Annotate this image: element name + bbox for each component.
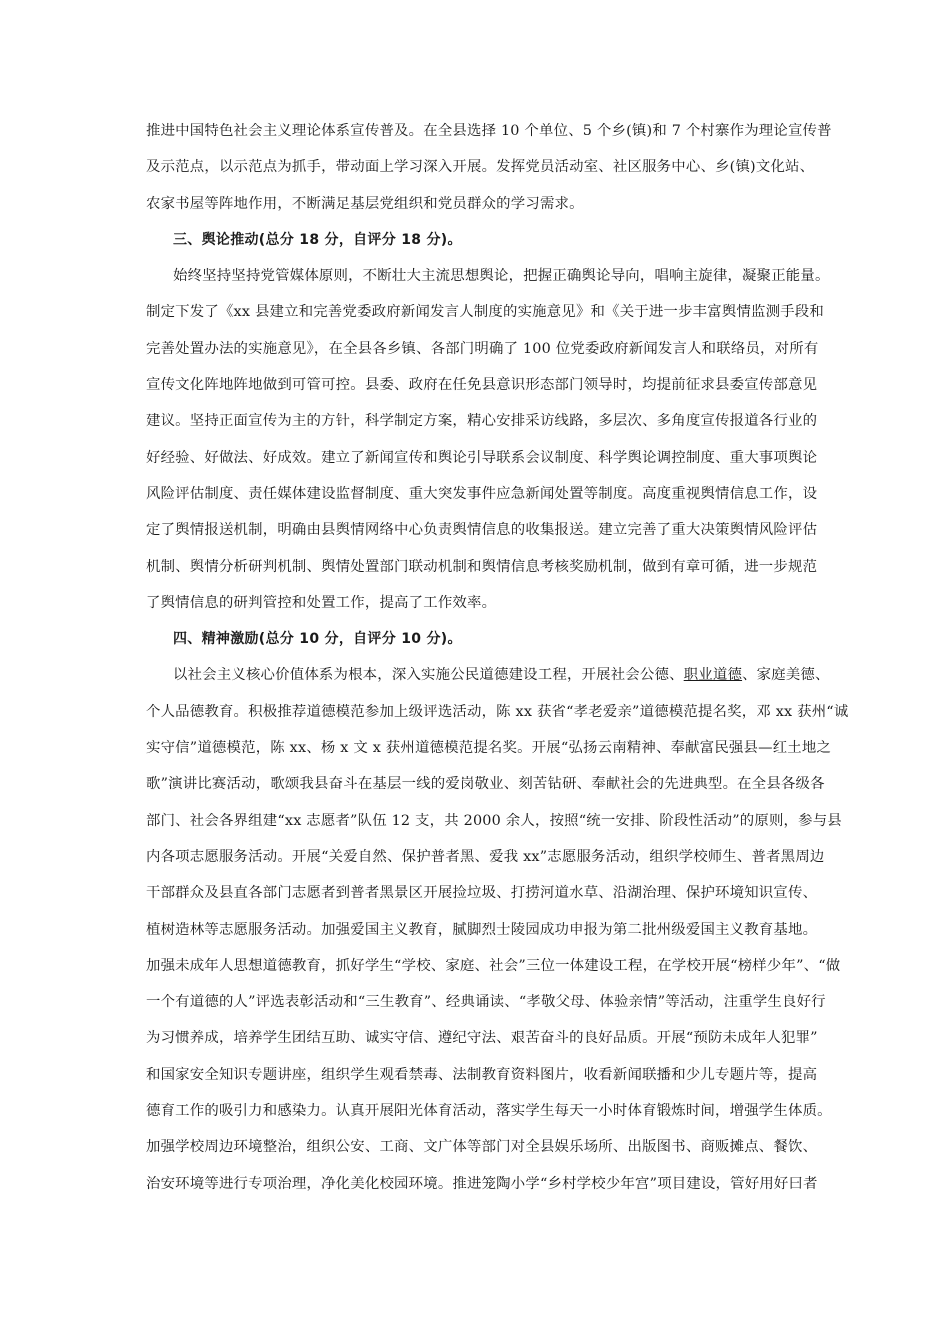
text-line: 实守信”道德模范，陈 xx、杨 x 文 x 获州道德模范提名奖。开展“弘扬云南精神、奉献富民强县—红土地之	[146, 740, 832, 757]
text-line: 加强学校周边环境整治，组织公安、工商、文广体等部门对全县娱乐场所、出版图书、商贩摊点、餐饮、	[146, 1139, 818, 1156]
text-line: 治安环境等进行专项治理，净化美化校园环境。推进笼陶小学“乡村学校少年宫”项目建设，管好用好曰者	[146, 1175, 818, 1192]
paragraph-spiritual-incentive	[146, 657, 849, 1201]
text-line: 机制、舆情分析研判机制、舆情处置部门联动机制和舆情信息考核奖励机制，做到有章可循，进一步规范	[146, 558, 818, 575]
text-line: 和国家安全知识专题讲座，组织学生观看禁毒、法制教育资料图片，收看新闻联播和少儿专题片等，提高	[146, 1066, 818, 1083]
paragraph-theory-promotion	[146, 113, 832, 222]
text-line: 定了舆情报送机制，明确由县舆情网络中心负责舆情信息的收集报送。建立完善了重大决策舆情风险评估	[146, 522, 818, 539]
text-segment: 以社会主义核心价值体系为根本，深入实施公民道德建设工程，开展社会公德、	[173, 667, 684, 684]
section-heading-spiritual-incentive: 四、精神激励(总分 10 分，自评分 10 分)。	[173, 631, 462, 648]
text-line	[146, 657, 830, 693]
text-line: 完善处置办法的实施意见》，在全县各乡镇、各部门明确了 100 位党委政府新闻发言人和联络员，对所有	[146, 340, 819, 357]
text-line: 为习惯养成，培养学生团结互助、诚实守信、遵纪守法、艰苦奋斗的良好品质。开展“预防未成年人犯罪”	[146, 1030, 818, 1047]
text-line: 宣传文化阵地阵地做到可管可控。县委、政府在任免县意识形态部门领导时，均提前征求县委宣传部意见	[146, 377, 818, 394]
text-line: 干部群众及县直各部门志愿者到普者黑景区开展捡垃圾、打捞河道水草、沿湖治理、保护环境知识宣传、	[146, 885, 818, 902]
text-line: 风险评估制度、责任媒体建设监督制度、重大突发事件应急新闻处置等制度。高度重视舆情信息工作，设	[146, 485, 818, 502]
text-line: 及示范点，以示范点为抓手，带动面上学习深入开展。发挥党员活动室、社区服务中心、乡(镇)文化站、	[146, 159, 815, 176]
text-line: 加强未成年人思想道德教育，抓好学生“学校、家庭、社会”三位一体建设工程，在学校开展“榜样少年”、“做	[146, 957, 841, 974]
text-line: 植树造林等志愿服务活动。加强爱国主义教育，腻脚烈士陵园成功申报为第二批州级爱国主义教育基地。	[146, 921, 818, 938]
text-line: 始终坚持坚持党管媒体原则，不断壮大主流思想舆论，把握正确舆论导向，唱响主旋律，凝聚正能量。	[173, 268, 830, 285]
professional-ethics-link[interactable]: 职业道德	[683, 667, 743, 684]
text-line: 建议。坚持正面宣传为主的方针，科学制定方案，精心安排采访线路，多层次、多角度宣传报道各行业的	[146, 413, 818, 430]
text-line: 了舆情信息的研判管控和处置工作，提高了工作效率。	[146, 594, 497, 611]
text-line: 德育工作的吸引力和感染力。认真开展阳光体育活动，落实学生每天一小时体育锻炼时间，增强学生体质。	[146, 1103, 832, 1120]
text-line: 歌”演讲比赛活动，歌颂我县奋斗在基层一线的爱岗敬业、刻苦钻研、奉献社会的先进典型。在全县各级各	[146, 776, 825, 793]
text-line: 好经验、好做法、好成效。建立了新闻宣传和舆论引导联系会议制度、科学舆论调控制度、重大事项舆论	[146, 449, 818, 466]
text-line: 农家书屋等阵地作用，不断满足基层党组织和党员群众的学习需求。	[146, 195, 584, 212]
text-line: 一个有道德的人”评选表彰活动和“三生教育”、经典诵读、“孝敬父母、体验亲情”等活动，注重学生良好行	[146, 994, 826, 1011]
paragraph-public-opinion	[146, 258, 830, 621]
text-line: 内各项志愿服务活动。开展“关爱自然、保护普者黑、爱我 xx”志愿服务活动，组织学校师生、普者黑周边	[146, 848, 825, 865]
document-body	[146, 113, 849, 1202]
text-segment: 、家庭美德、	[742, 667, 830, 684]
text-line: 推进中国特色社会主义理论体系宣传普及。在全县选择 10 个单位、5 个乡(镇)和 7 个村寨作为理论宣传普	[146, 123, 832, 139]
section-heading-public-opinion: 三、舆论推动(总分 18 分，自评分 18 分)。	[173, 231, 462, 248]
text-line: 部门、社会各界组建“xx 志愿者”队伍 12 支，共 2000 余人，按照“统一安排、阶段性活动”的原则，参与县	[146, 812, 842, 829]
text-line: 个人品德教育。积极推荐道德模范参加上级评选活动，陈 xx 获省“孝老爱亲”道德模范提名奖，邓 xx 获州“诚	[146, 703, 849, 720]
text-line: 制定下发了《xx 县建立和完善党委政府新闻发言人制度的实施意见》和《关于进一步丰富舆情监测手段和	[146, 304, 824, 321]
